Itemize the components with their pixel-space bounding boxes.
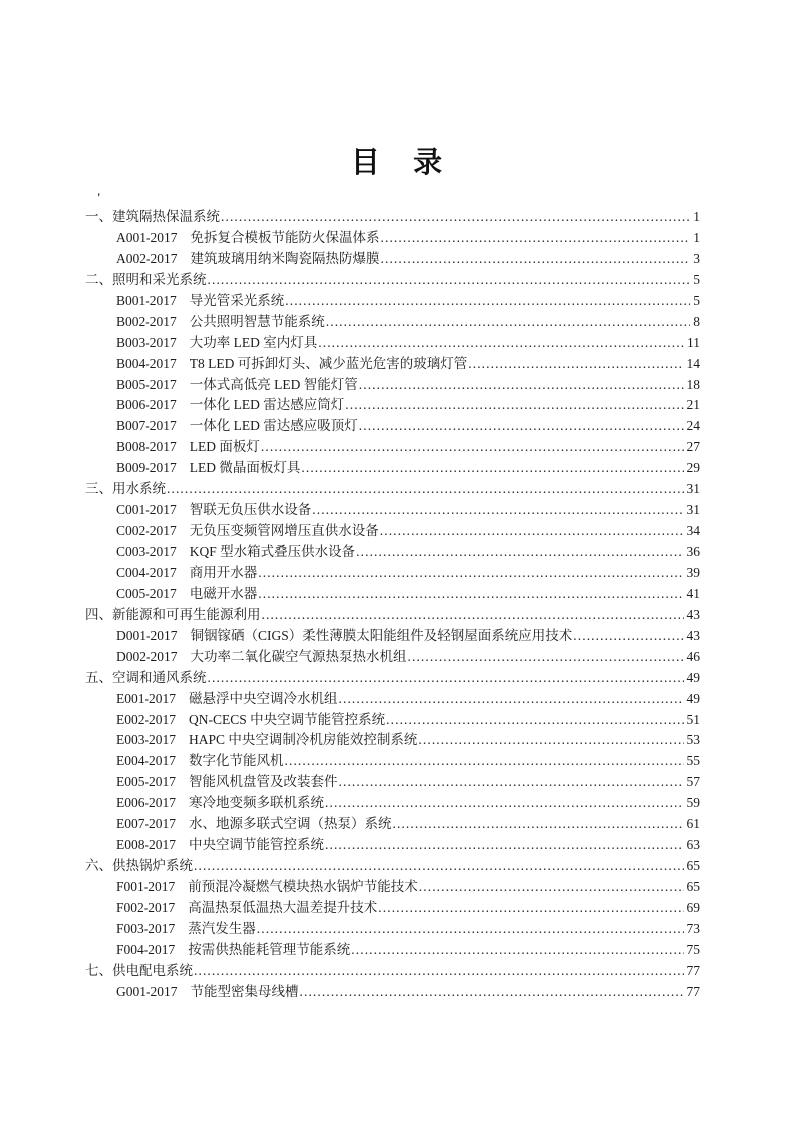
toc-item-row — [85, 310, 700, 331]
toc-item-row — [85, 770, 700, 791]
entry-code: E004-2017 — [116, 753, 176, 769]
toc-item-row — [85, 645, 700, 666]
toc-section-row — [85, 854, 700, 875]
entry-page-number: 18 — [686, 376, 700, 392]
toc-item-row — [85, 331, 700, 352]
entry-code: D002-2017 — [116, 648, 178, 664]
toc-item-row — [85, 749, 700, 770]
entry-code: F003-2017 — [116, 920, 176, 936]
entry-title: KQF 型水箱式叠压供水设备 — [189, 544, 356, 559]
dot-leader — [257, 921, 684, 937]
entry-title: 一体化 LED 雷达感应筒灯 — [189, 397, 345, 413]
dot-leader — [326, 314, 691, 330]
entry-page-number: 51 — [686, 711, 700, 727]
entry-code: F002-2017 — [116, 899, 176, 915]
dot-leader — [258, 586, 683, 602]
entry-title: 一、建筑隔热保温系统 — [85, 209, 220, 224]
toc-item-row — [85, 980, 700, 1001]
toc-item-row — [85, 708, 700, 729]
entry-code: C001-2017 — [116, 502, 177, 518]
entry-title: LED 微晶面板灯具 — [189, 460, 301, 476]
entry-title: 数字化节能风机 — [189, 753, 284, 769]
entry-title: 寒冷地变频多联机系统 — [189, 795, 324, 811]
dot-leader — [339, 774, 684, 790]
dot-leader — [345, 397, 683, 413]
entry-code: C005-2017 — [116, 585, 177, 601]
entry-code: F004-2017 — [116, 941, 176, 957]
entry-title: 中央空调节能管控系统 — [189, 837, 324, 853]
toc-item-row — [85, 624, 700, 645]
entry-page-number: 57 — [686, 774, 700, 790]
entry-page-number: 21 — [686, 397, 700, 413]
dot-leader — [408, 649, 684, 665]
entry-code: D001-2017 — [116, 627, 178, 643]
entry-page-number: 77 — [686, 962, 700, 978]
dot-leader — [194, 858, 684, 874]
toc-item-row — [85, 833, 700, 854]
toc-item-row — [85, 561, 700, 582]
dot-leader — [381, 251, 691, 267]
entry-code: C003-2017 — [116, 544, 177, 559]
entry-page-number: 61 — [686, 816, 700, 832]
toc-item-row — [85, 373, 700, 394]
entry-page-number: 24 — [686, 418, 700, 434]
entry-title: 大功率二氧化碳空气源热泵热水机组 — [190, 648, 407, 664]
entry-page-number: 53 — [686, 732, 700, 748]
entry-title: 大功率 LED 室内灯具 — [189, 334, 318, 350]
dot-leader — [393, 816, 684, 832]
entry-title: LED 面板灯 — [189, 439, 260, 455]
entry-code: C002-2017 — [116, 523, 177, 539]
entry-page-number: 49 — [686, 669, 700, 685]
toc-item-row — [85, 226, 700, 247]
entry-code: B007-2017 — [116, 418, 177, 434]
toc-item-row — [85, 917, 700, 938]
dot-leader — [468, 356, 683, 372]
toc-item-row — [85, 414, 700, 435]
entry-page-number: 34 — [686, 523, 700, 539]
toc-section-row — [85, 666, 700, 687]
toc-section-row — [85, 603, 700, 624]
dot-leader — [285, 753, 684, 769]
entry-page-number: 5 — [693, 292, 700, 308]
entry-title: 二、照明和采光系统 — [85, 271, 207, 287]
entry-title: 铜铟镓硒（CIGS）柔性薄膜太阳能组件及轻钢屋面系统应用技术 — [190, 627, 573, 643]
entry-page-number: 69 — [686, 899, 700, 915]
dot-leader — [386, 712, 683, 728]
entry-page-number: 1 — [693, 229, 700, 245]
entry-title: 六、供热锅炉系统 — [85, 858, 193, 874]
entry-page-number: 55 — [686, 753, 700, 769]
dot-leader — [418, 732, 683, 748]
entry-page-number: 14 — [686, 355, 700, 371]
toc-section-row — [85, 477, 700, 498]
toc-item-row — [85, 728, 700, 749]
entry-code: G001-2017 — [116, 983, 178, 999]
toc-section-row — [85, 205, 700, 226]
entry-title: 导光管采光系统 — [189, 292, 285, 308]
entry-code: E002-2017 — [116, 711, 176, 727]
entry-code: B008-2017 — [116, 439, 177, 455]
entry-code: B004-2017 — [116, 355, 177, 371]
entry-code: B006-2017 — [116, 397, 177, 413]
toc-item-row — [85, 875, 700, 896]
toc-item-row — [85, 791, 700, 812]
entry-page-number: 73 — [686, 920, 700, 936]
toc-item-row — [85, 352, 700, 373]
entry-code: A001-2017 — [116, 229, 178, 245]
entry-title: 五、空调和通风系统 — [85, 669, 207, 685]
entry-code: E007-2017 — [116, 816, 176, 832]
entry-title: 按需供热能耗管理节能系统 — [188, 941, 351, 957]
entry-title: 水、地源多联式空调（热泵）系统 — [189, 816, 392, 832]
entry-page-number: 63 — [686, 837, 700, 853]
entry-page-number: 11 — [687, 334, 700, 350]
entry-page-number: 36 — [686, 544, 700, 559]
entry-title: 磁悬浮中央空调冷水机组 — [189, 690, 338, 706]
entry-title: QN-CECS 中央空调节能管控系统 — [189, 711, 386, 727]
entry-title: 智能风机盘管及改装套件 — [189, 774, 338, 790]
entry-page-number: 59 — [686, 795, 700, 811]
entry-title: 节能型密集母线槽 — [190, 983, 299, 999]
entry-title: 建筑玻璃用纳米陶瓷隔热防爆膜 — [190, 250, 380, 266]
entry-code: B001-2017 — [116, 292, 177, 308]
toc-item-row — [85, 498, 700, 519]
entry-title: 公共照明智慧节能系统 — [189, 313, 325, 329]
entry-title: 三、用水系统 — [85, 481, 166, 497]
toc-item-row — [85, 289, 700, 310]
entry-code: B005-2017 — [116, 376, 177, 392]
toc-item-row — [85, 812, 700, 833]
dot-leader — [339, 691, 684, 707]
dot-leader — [285, 293, 690, 309]
entry-title: 一体式高低亮 LED 智能灯管 — [189, 376, 358, 392]
dot-leader — [300, 984, 684, 1000]
stray-mark: ' — [97, 190, 101, 204]
entry-page-number: 29 — [686, 460, 700, 476]
entry-page-number: 65 — [686, 879, 700, 894]
entry-page-number: 75 — [686, 941, 700, 957]
entry-title: 前预混冷凝燃气模块热水锅炉节能技术 — [188, 879, 418, 894]
toc-item-row — [85, 938, 700, 959]
entry-code: E003-2017 — [116, 732, 176, 748]
toc-item-row — [85, 582, 700, 603]
dot-leader — [359, 418, 684, 434]
dot-leader — [167, 481, 684, 497]
dot-leader — [351, 942, 683, 958]
entry-title: 四、新能源和可再生能源利用 — [85, 606, 261, 622]
entry-page-number: 41 — [686, 585, 700, 601]
entry-title: HAPC 中央空调制冷机房能效控制系统 — [189, 732, 418, 748]
toc-list — [85, 205, 700, 1001]
entry-code: E008-2017 — [116, 837, 176, 853]
dot-leader — [262, 607, 684, 623]
entry-title: 免拆复合模板节能防火保温体系 — [190, 229, 380, 245]
toc-item-row — [85, 687, 700, 708]
dot-leader — [378, 900, 683, 916]
entry-code: A002-2017 — [116, 250, 178, 266]
entry-page-number: 39 — [686, 564, 700, 580]
entry-code: C004-2017 — [116, 564, 177, 580]
entry-page-number: 3 — [693, 250, 700, 266]
entry-code: B009-2017 — [116, 460, 177, 476]
entry-page-number: 77 — [686, 983, 700, 999]
entry-title: 高温热泵低温热大温差提升技术 — [188, 899, 378, 915]
entry-title: 七、供电配电系统 — [85, 962, 193, 978]
page-title: 目 录 — [350, 147, 444, 179]
dot-leader — [381, 230, 691, 246]
entry-code: B003-2017 — [116, 334, 177, 350]
entry-title: 智联无负压供水设备 — [189, 502, 312, 518]
entry-title: 一体化 LED 雷达感应吸顶灯 — [189, 418, 358, 434]
entry-page-number: 5 — [693, 271, 700, 287]
dot-leader — [258, 565, 683, 581]
entry-page-number: 46 — [686, 648, 700, 664]
toc-section-row — [85, 959, 700, 980]
entry-page-number: 31 — [686, 502, 700, 518]
toc-item-row — [85, 393, 700, 414]
entry-page-number: 1 — [693, 209, 700, 224]
entry-title: 商用开水器 — [189, 564, 258, 580]
entry-code: E006-2017 — [116, 795, 176, 811]
toc-item-row — [85, 247, 700, 268]
dot-leader — [208, 670, 684, 686]
toc-item-row — [85, 540, 700, 561]
entry-page-number: 8 — [693, 313, 700, 329]
entry-code: B002-2017 — [116, 313, 177, 329]
dot-leader — [301, 460, 683, 476]
dot-leader — [380, 523, 684, 539]
dot-leader — [312, 502, 683, 518]
dot-leader — [194, 963, 684, 979]
dot-leader — [359, 377, 684, 393]
dot-leader — [208, 272, 691, 288]
entry-title: 无负压变频管网增压直供水设备 — [189, 523, 379, 539]
toc-section-row — [85, 268, 700, 289]
toc-item-row — [85, 456, 700, 477]
entry-page-number: 31 — [686, 481, 700, 497]
dot-leader — [356, 544, 683, 560]
toc-item-row — [85, 896, 700, 917]
entry-page-number: 49 — [686, 690, 700, 706]
dot-leader — [221, 209, 690, 225]
entry-code: F001-2017 — [116, 879, 176, 894]
dot-leader — [261, 439, 684, 455]
entry-title: T8 LED 可拆卸灯头、减少蓝光危害的玻璃灯管 — [189, 355, 468, 371]
entry-page-number: 43 — [686, 606, 700, 622]
entry-page-number: 27 — [686, 439, 700, 455]
toc-item-row — [85, 519, 700, 540]
toc-item-row — [85, 435, 700, 456]
entry-page-number: 43 — [686, 627, 700, 643]
dot-leader — [318, 335, 684, 351]
dot-leader — [325, 837, 684, 853]
entry-title: 蒸汽发生器 — [188, 920, 256, 936]
entry-code: E005-2017 — [116, 774, 176, 790]
dot-leader — [419, 879, 684, 895]
entry-title: 电磁开水器 — [189, 585, 258, 601]
entry-code: E001-2017 — [116, 690, 176, 706]
entry-page-number: 65 — [686, 858, 700, 874]
dot-leader — [573, 628, 683, 644]
dot-leader — [325, 795, 684, 811]
